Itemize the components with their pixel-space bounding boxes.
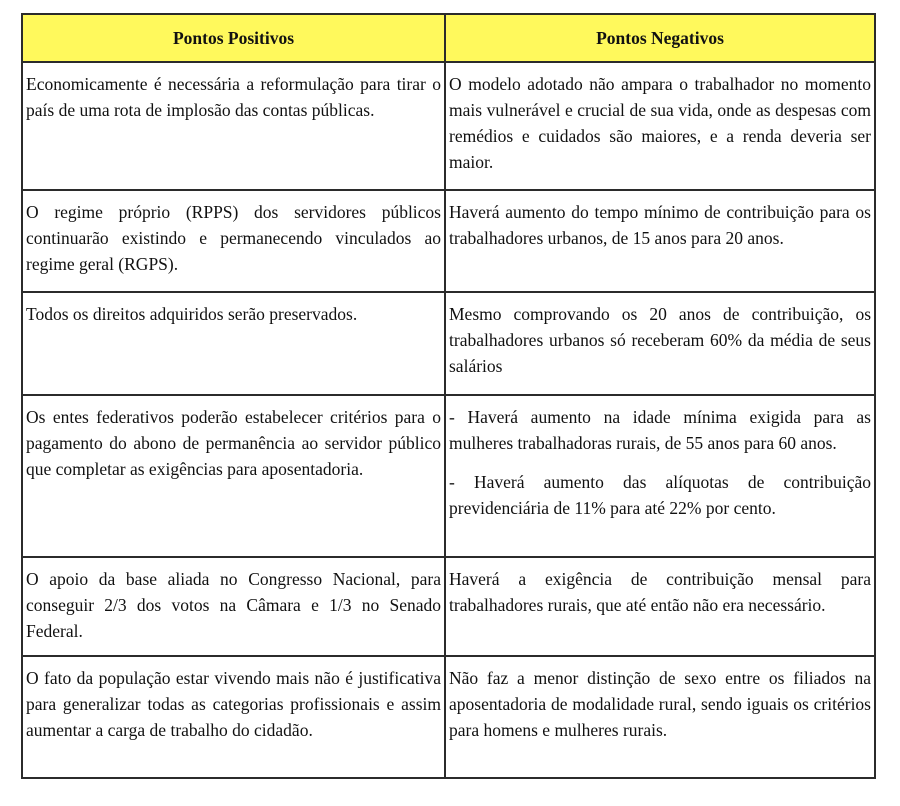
negative-text: Haverá aumento do tempo mínimo de contribuição para os trabalhadores urbanos, de 15 anos para 20 anos. [449,202,871,248]
table-row [22,395,875,557]
positive-text: O fato da população estar vivendo mais não é justificativa para generalizar todas as categorias profissionais e assim aumentar a carga de trabalho do cidadão. [26,668,441,740]
positive-cell [22,292,445,395]
negative-text: O modelo adotado não ampara o trabalhador no momento mais vulnerável e crucial de sua vida, onde as despesas com remédios e cuidados são maiores, e a renda deveria ser maior. [449,74,871,172]
negative-text: - Haverá aumento na idade mínima exigida para as mulheres trabalhadoras rurais, de 55 anos para 60 anos. [449,407,871,453]
positive-text: Todos os direitos adquiridos serão preservados. [26,304,358,324]
negative-text: Mesmo comprovando os 20 anos de contribuição, os trabalhadores urbanos só receberam 60% da média de seus salários [449,304,871,376]
header-positive: Pontos Positivos [22,14,445,62]
table-row [22,190,875,292]
negative-text: - Haverá aumento das alíquotas de contribuição previdenciária de 11% para até 22% por cento. [449,472,871,518]
positive-cell [22,656,445,778]
table-row [22,292,875,395]
positive-text: Os entes federativos poderão estabelecer critérios para o pagamento do abono de permanência ao servidor público que completar as exigências para aposentadoria. [26,407,441,479]
table-row [22,557,875,656]
positive-cell [22,190,445,292]
positive-cell [22,557,445,656]
negative-cell [445,62,875,190]
positive-cell [22,62,445,190]
positive-text: Economicamente é necessária a reformulação para tirar o país de uma rota de implosão das contas públicas. [26,74,441,120]
negative-cell [445,190,875,292]
positive-text: O regime próprio (RPPS) dos servidores públicos continuarão existindo e permanecendo vinculados ao regime geral (RGPS). [26,202,441,274]
negative-cell [445,557,875,656]
positive-text: O apoio da base aliada no Congresso Nacional, para conseguir 2/3 dos votos na Câmara e 1/3 no Senado Federal. [26,569,441,641]
negative-text: Não faz a menor distinção de sexo entre os filiados na aposentadoria de modalidade rural, sendo iguais os critérios para homens e mulheres rurais. [449,668,871,740]
table-row [22,656,875,778]
header-negative: Pontos Negativos [445,14,875,62]
header-row [22,14,875,62]
negative-cell [445,292,875,395]
negative-cell [445,395,875,557]
negative-text: Haverá a exigência de contribuição mensal para trabalhadores rurais, que até então não era necessário. [449,569,871,615]
comparison-table [21,13,876,779]
table-row [22,62,875,190]
negative-cell [445,656,875,778]
positive-cell [22,395,445,557]
